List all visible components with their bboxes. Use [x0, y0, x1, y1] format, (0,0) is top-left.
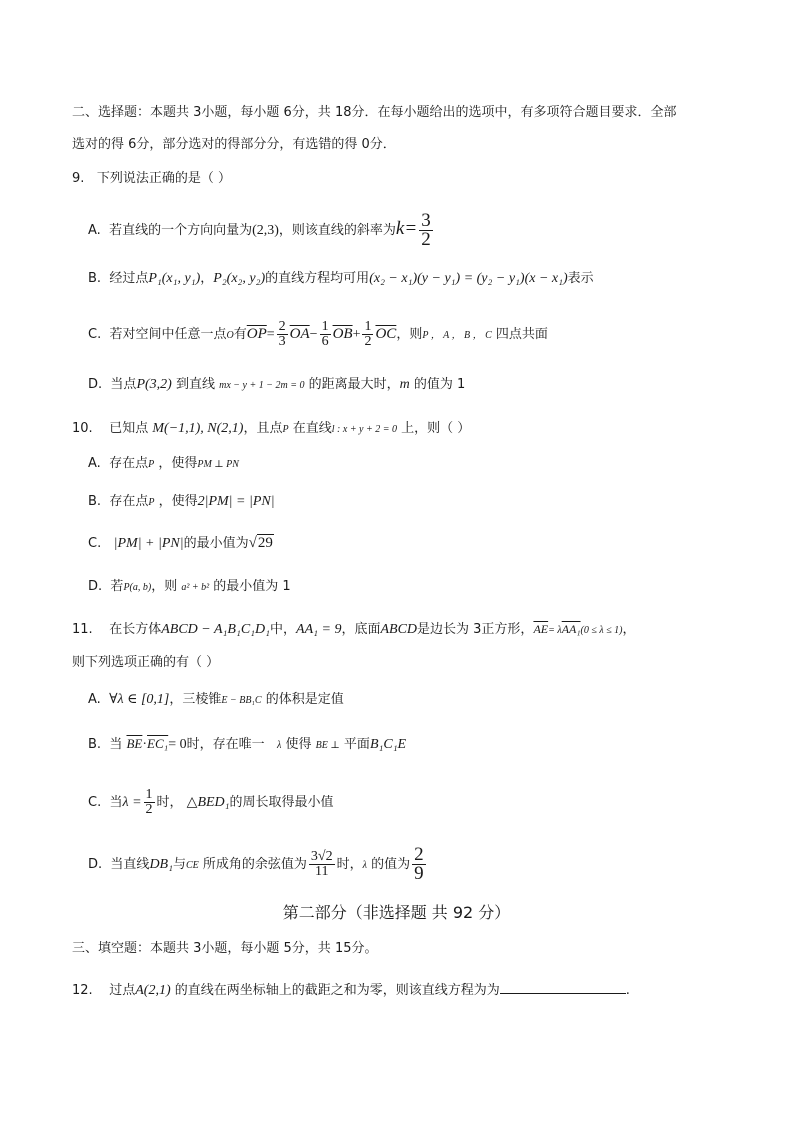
stem-text: ，且点 [243, 421, 283, 436]
option-text: ，使得 [158, 456, 198, 471]
option-label: D. [88, 579, 103, 594]
vector-ae: $\overline{AE}$ [533, 622, 549, 636]
option-text: 当 [109, 795, 123, 810]
option-text: 若 [110, 579, 124, 594]
q9-option-c [88, 320, 548, 350]
option-text: 当点 [110, 377, 137, 392]
option-label: B. [88, 494, 102, 509]
section2-instructions-line1: 二、选择题：本题共 3小题，每小题 6分，共 18分．在每小题给出的选项中，有多项符合题目要求．全部 [72, 105, 677, 120]
line-ce: CE [185, 860, 199, 871]
q11-option-a [88, 691, 344, 710]
option-text: 的周长取得最小值 [229, 795, 334, 810]
q9-option-b [88, 270, 594, 288]
perpendicular-expr: PM ⊥ PN [197, 459, 239, 470]
equals-zero: = 0 [168, 737, 187, 752]
q10-option-a [88, 455, 239, 474]
q9-option-d [88, 376, 465, 395]
lambda-range: (0 ≤ λ ≤ 1) [580, 625, 623, 636]
option-text: 与 [172, 857, 186, 872]
option-label: C. [88, 327, 102, 342]
option-label: B. [88, 271, 102, 286]
stem-text: 在直线 [292, 421, 332, 436]
q11-number: 11. [72, 622, 93, 637]
q10-option-c [88, 534, 274, 553]
vector-ob: $\overline{OB}$ [332, 326, 353, 342]
option-text: 当 [109, 737, 123, 752]
fraction-1-2: $\frac{1}{2}$ [364, 319, 372, 349]
q10-option-b [88, 493, 275, 512]
point-p2: P₂(x₂, y₂) [213, 271, 266, 286]
minus-sign: − [309, 327, 318, 342]
line-db1: DB₁ [149, 857, 173, 872]
q11-option-c [88, 788, 334, 817]
option-text: 的最小值为 [183, 536, 249, 551]
lambda: λ [362, 860, 367, 871]
option-text: 的体积是定值 [265, 692, 344, 707]
option-text: 时， [156, 795, 183, 810]
option-text: ，则 [151, 579, 178, 594]
lambda: λ [277, 740, 282, 751]
option-label: B. [88, 737, 102, 752]
option-text: 有 [233, 327, 247, 342]
point-p: P [282, 424, 289, 435]
option-text: 表示 [567, 271, 594, 286]
period: . [625, 983, 630, 998]
q9-stem [72, 170, 231, 188]
option-text: ，则 [396, 327, 423, 342]
point-p: P(3,2) [136, 377, 172, 392]
lambda: = λ [548, 625, 562, 636]
q11-stem [72, 620, 636, 640]
option-text: 的值为 1 [413, 377, 466, 392]
edge-length: AA₁ = 9 [296, 622, 342, 637]
option-text: 到直线 [175, 377, 215, 392]
slope-symbol: k= [395, 218, 418, 239]
base-name: ABCD [380, 622, 418, 637]
direction-vector: (2,3) [252, 223, 279, 238]
option-text: ，三棱锥 [169, 692, 222, 707]
option-text: 的直线方程均可用 [265, 271, 370, 286]
option-label: A. [88, 223, 101, 238]
pyramid-name: E − BB₁C [221, 695, 262, 706]
q11-option-b [88, 735, 406, 755]
vector-aa1: AA₁ [561, 622, 581, 636]
q12-number: 12. [72, 983, 93, 998]
option-text: 的距离最大时， [308, 377, 400, 392]
answer-blank[interactable] [500, 980, 626, 994]
stem-text: ，底面 [341, 622, 381, 637]
part2-title: 第二部分（非选择题 共 92 分） [282, 903, 511, 922]
stem-text: 上，则（ ） [401, 421, 471, 436]
fraction-1-2: $\frac{1}{2}$ [145, 787, 153, 817]
sqrt-expr: √29 [248, 535, 273, 551]
q10-option-d [88, 578, 291, 597]
option-text: 存在点 [109, 494, 149, 509]
separator: ， [200, 271, 214, 286]
option-text: 平面 [343, 737, 370, 752]
option-text: 时， [336, 857, 363, 872]
fraction-2-3: $\frac{2}{3}$ [278, 319, 286, 349]
stem-text: 是边长为 3正方形， [417, 622, 534, 637]
q9-number: 9. [72, 171, 85, 186]
option-text: 的最小值为 1 [213, 579, 291, 594]
vector-be: $\overline{BE}$ [126, 736, 143, 751]
stem-text: ， [622, 622, 636, 637]
option-text: 当直线 [110, 857, 150, 872]
vector-op: $\overline{OP}$ [246, 326, 267, 342]
q9-option-a [88, 212, 435, 249]
q10-stem [72, 420, 470, 439]
plus-sign: + [352, 327, 361, 342]
option-text: 所成角的余弦值为 [202, 857, 307, 872]
point-p: P(a, b) [123, 582, 152, 593]
q12-stem [72, 980, 630, 1000]
option-text: 存在点 [109, 456, 149, 471]
triangle-name: △BED₁ [186, 795, 230, 810]
vector-oc: $\overline{OC}$ [375, 326, 397, 342]
option-text: 若直线的一个方向向量为 [109, 223, 253, 238]
equals-sign: = [266, 327, 275, 342]
option-label: C. [88, 795, 102, 810]
option-text: 的值为 [371, 857, 411, 872]
vector-ec1: EC₁ [147, 736, 169, 751]
option-label: A. [88, 692, 101, 707]
q11-stem-line2: 则下列选项正确的有（ ） [72, 655, 220, 670]
point-a: A(2,1) [135, 983, 171, 998]
option-text: 使得 [285, 737, 312, 752]
perpendicular-expr: BE ⊥ [315, 740, 340, 751]
option-text: 经过点 [109, 271, 149, 286]
plane-name: B₁C₁E [369, 737, 407, 752]
four-points: P ， A ， B ， C [422, 330, 492, 341]
section2-instructions-line2: 选对的得 6分，部分选对的得部分分，有选错的得 0分． [72, 137, 396, 152]
option-text: ，则该直线的斜率为 [278, 223, 396, 238]
distance-expr: 2|PM| = |PN| [197, 494, 275, 509]
lambda-equals: λ = [122, 795, 142, 810]
option-text: 时，存在唯一 [186, 737, 265, 752]
stem-text: 已知点 [109, 421, 149, 436]
point-p: P [148, 459, 155, 470]
sum-expr: |PM| + |PN| [113, 536, 184, 551]
slope-fraction: $\frac{3}{2}$ [421, 210, 431, 250]
option-text: 若对空间中任意一点 [109, 327, 227, 342]
stem-text: 过点 [109, 983, 136, 998]
q10-number: 10. [72, 421, 93, 436]
line-equation: mx − y + 1 − 2m = 0 [219, 380, 305, 391]
section3-instructions: 三、填空题：本题共 3小题，每小题 5分，共 15分。 [72, 941, 378, 956]
line-equation: (x₂ − x₁)(y − y₁) = (y₂ − y₁)(x − x₁) [369, 271, 568, 286]
dot-product: · [142, 737, 148, 752]
fraction-1-6: $\frac{1}{6}$ [321, 319, 329, 349]
point-p: P [148, 497, 155, 508]
lambda-interval: ∀λ ∈ [0,1] [109, 692, 170, 707]
answer-fraction: $\frac{2}{9}$ [414, 844, 424, 884]
origin-o: O [226, 330, 234, 341]
q11-option-d [88, 846, 428, 883]
option-label: D. [88, 857, 103, 872]
stem-text: 的直线在两坐标轴上的截距之和为零，则该直线方程为为 [174, 983, 500, 998]
cosine-fraction: $\frac{3√2}{11}$ [310, 849, 333, 879]
cuboid-name: ABCD − A₁B₁C₁D₁ [161, 622, 271, 637]
option-label: A. [88, 456, 101, 471]
square-sum-expr: a² + b² [181, 582, 210, 593]
var-m: m [399, 377, 410, 392]
q9-stem-text: 下列说法正确的是（ ） [96, 171, 231, 186]
line-l: l : x + y + 2 = 0 [331, 424, 397, 435]
stem-text: 中， [270, 622, 297, 637]
point-p1: P₁(x₁, y₁) [148, 271, 201, 286]
option-text: 四点共面 [495, 327, 548, 342]
stem-text: 在长方体 [109, 622, 162, 637]
option-label: D. [88, 377, 103, 392]
vector-oa: $\overline{OA}$ [289, 326, 310, 342]
option-text: ，使得 [158, 494, 198, 509]
points-mn: M(−1,1), N(2,1) [152, 421, 244, 436]
option-label: C. [88, 536, 102, 551]
